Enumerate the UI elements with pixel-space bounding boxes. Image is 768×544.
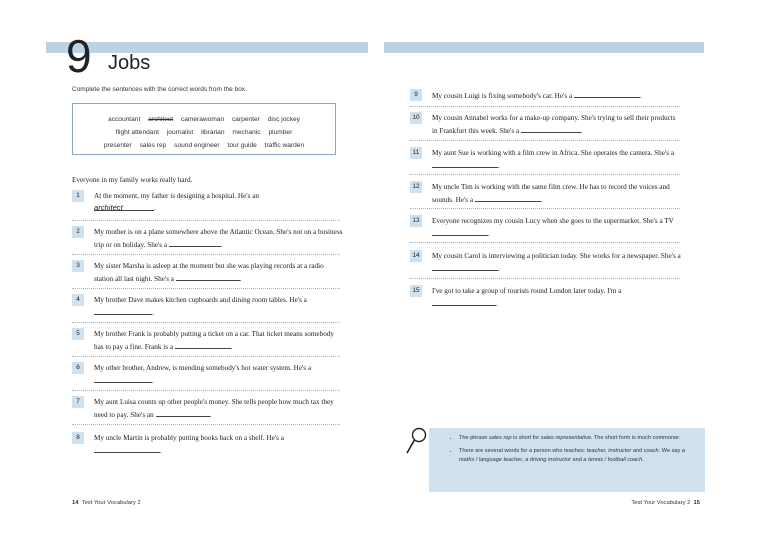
word: librarian: [201, 129, 225, 136]
answer-field[interactable]: [432, 159, 498, 168]
item-text: My sister Marsha is asleep at the moment but she was playing records at a radio station all last night. She's a: [94, 262, 324, 283]
item-end: .: [209, 411, 212, 419]
item-number: 7: [72, 396, 84, 408]
page-footer: [72, 500, 141, 506]
word-used: architect: [148, 116, 174, 123]
item-text: My aunt Luisa counts up other people's money. She tells people how much tax they need to pay. She's an: [94, 398, 334, 419]
item-end: .: [160, 447, 162, 455]
unit-title: Jobs: [108, 52, 151, 74]
divider: [410, 140, 680, 141]
item-end: .: [220, 241, 223, 249]
note-box: [429, 428, 705, 492]
item-text: My other brother, Andrew, is mending somebody's hot water system. He's a: [94, 364, 312, 372]
item-number: 14: [410, 250, 422, 262]
item-text: Everyone recognizes my cousin Lucy when she goes to the supermarket. She's a TV: [432, 217, 674, 225]
intro-sentence: Everyone in my family works really hard.: [72, 176, 193, 184]
answer-field[interactable]: [475, 193, 541, 202]
item-number: 2: [72, 226, 84, 238]
item-number: 1: [72, 190, 84, 202]
divider: [72, 288, 340, 289]
answer-field[interactable]: [169, 238, 221, 247]
word-box-row: [73, 113, 335, 126]
word-box-row: [73, 139, 335, 152]
item-number: 11: [410, 147, 422, 159]
divider: [410, 242, 680, 243]
word: traffic warden: [264, 142, 305, 149]
item-number: 9: [410, 89, 422, 101]
divider: [72, 322, 340, 323]
item-number: 5: [72, 328, 84, 340]
book-title: Test Your Vocabulary 2: [631, 500, 691, 506]
item-number: 8: [72, 432, 84, 444]
word: presenter: [103, 142, 132, 149]
divider: [72, 254, 340, 255]
answer-field[interactable]: [432, 227, 488, 236]
item-text: My brother Frank is probably putting a ticket on a car. That ticket means somebody has to pay a fine. Frank is a: [94, 330, 334, 351]
word: tour guide: [227, 142, 257, 149]
answer-field[interactable]: architect: [94, 202, 154, 211]
item-text: I've got to take a group of tourists round London later today. I'm a: [432, 287, 622, 295]
note-list: [429, 428, 705, 465]
item-end: .: [152, 377, 154, 385]
item-text: My uncle Tim is working with the same film crew. He has to record the voices and sounds. He's a: [432, 183, 670, 204]
divider: [72, 390, 340, 391]
word: mechanic: [232, 129, 261, 136]
note-bullet: • There are several words for a person who teaches: teacher, instructor and coach. We say a maths / language teacher, a driving instructor and a tennis / football coach.: [459, 447, 689, 465]
right-page: [384, 0, 768, 544]
word: accountant: [108, 116, 141, 123]
item-number: 6: [72, 362, 84, 374]
word: flight attendant: [115, 129, 159, 136]
divider: [72, 424, 340, 425]
item-end: .: [154, 204, 156, 212]
item-number: 15: [410, 285, 422, 297]
item-text: My cousin Luigi is fixing somebody's car. He's a: [432, 92, 573, 100]
unit-number: 9: [66, 30, 92, 82]
page-number: 15: [693, 500, 700, 506]
item-end: .: [230, 343, 233, 351]
word: plumber: [268, 129, 293, 136]
item-number: 12: [410, 181, 422, 193]
answer-field[interactable]: [94, 306, 152, 315]
item-end: .: [580, 127, 583, 135]
word: sales rep: [139, 142, 167, 149]
item-text: My uncle Martin is probably putting books back on a shelf. He's a: [94, 434, 284, 442]
header-bar: [46, 42, 368, 53]
item-text: My aunt Sue is working with a film crew in Africa. She operates the camera. She's a: [432, 149, 675, 157]
word: camerawoman: [180, 116, 225, 123]
item-end: .: [498, 162, 500, 170]
word-box: [72, 103, 336, 155]
answer-field[interactable]: [176, 272, 240, 281]
word: journalist: [166, 129, 194, 136]
item-number: 10: [410, 112, 422, 124]
item-end: .: [152, 309, 154, 317]
item-end: .: [496, 300, 498, 308]
word: sound engineer: [174, 142, 220, 149]
divider: [72, 356, 340, 357]
word-box-row: [73, 126, 335, 139]
note-bullet: • The phrase sales rep is short for sales representative. The short form is much commoner.: [459, 434, 689, 443]
divider: [410, 174, 680, 175]
divider: [72, 220, 340, 221]
item-number: 3: [72, 260, 84, 272]
item-text: My cousin Annabel works for a make-up company. She's trying to sell their products in Frankfurt this week. She's a: [432, 114, 676, 135]
item-number: 4: [72, 294, 84, 306]
divider: [410, 208, 680, 209]
item-text: My cousin Carol is interviewing a politician today. She works for a newspaper. She's a: [432, 252, 681, 260]
page-number: 14: [72, 500, 79, 506]
instruction: Complete the sentences with the correct words from the box.: [72, 86, 247, 93]
page-footer: [631, 500, 700, 506]
divider: [410, 106, 680, 107]
divider: [410, 278, 680, 279]
book-title: Test Your Vocabulary 2: [81, 500, 141, 506]
item-end: .: [498, 265, 500, 273]
header-bar: [384, 42, 704, 53]
item-text: My mother is on a plane somewhere above the Atlantic Ocean. She's not on a business trip or on holiday. She's a: [94, 228, 343, 249]
answer-field[interactable]: [521, 124, 581, 133]
item-number: 13: [410, 215, 422, 227]
answer-field[interactable]: [156, 408, 210, 417]
answer-field[interactable]: [94, 374, 152, 383]
item-text: At the moment, my father is designing a hospital. He's an: [94, 192, 259, 200]
answer-field[interactable]: [432, 297, 496, 306]
item-end: .: [488, 230, 490, 238]
word: disc jockey: [267, 116, 300, 123]
item-text: My brother Dave makes kitchen cupboards and dining room tables. He's a: [94, 296, 307, 304]
answer-field[interactable]: [175, 340, 231, 349]
item-end: .: [540, 196, 543, 204]
answer-field[interactable]: [574, 89, 640, 98]
item-end: .: [239, 275, 242, 283]
word: carpenter: [232, 116, 260, 123]
answer-field[interactable]: [94, 444, 160, 453]
magnifying-glass-icon: [405, 426, 429, 456]
answer-field[interactable]: [432, 262, 498, 271]
item-end: .: [639, 92, 642, 100]
